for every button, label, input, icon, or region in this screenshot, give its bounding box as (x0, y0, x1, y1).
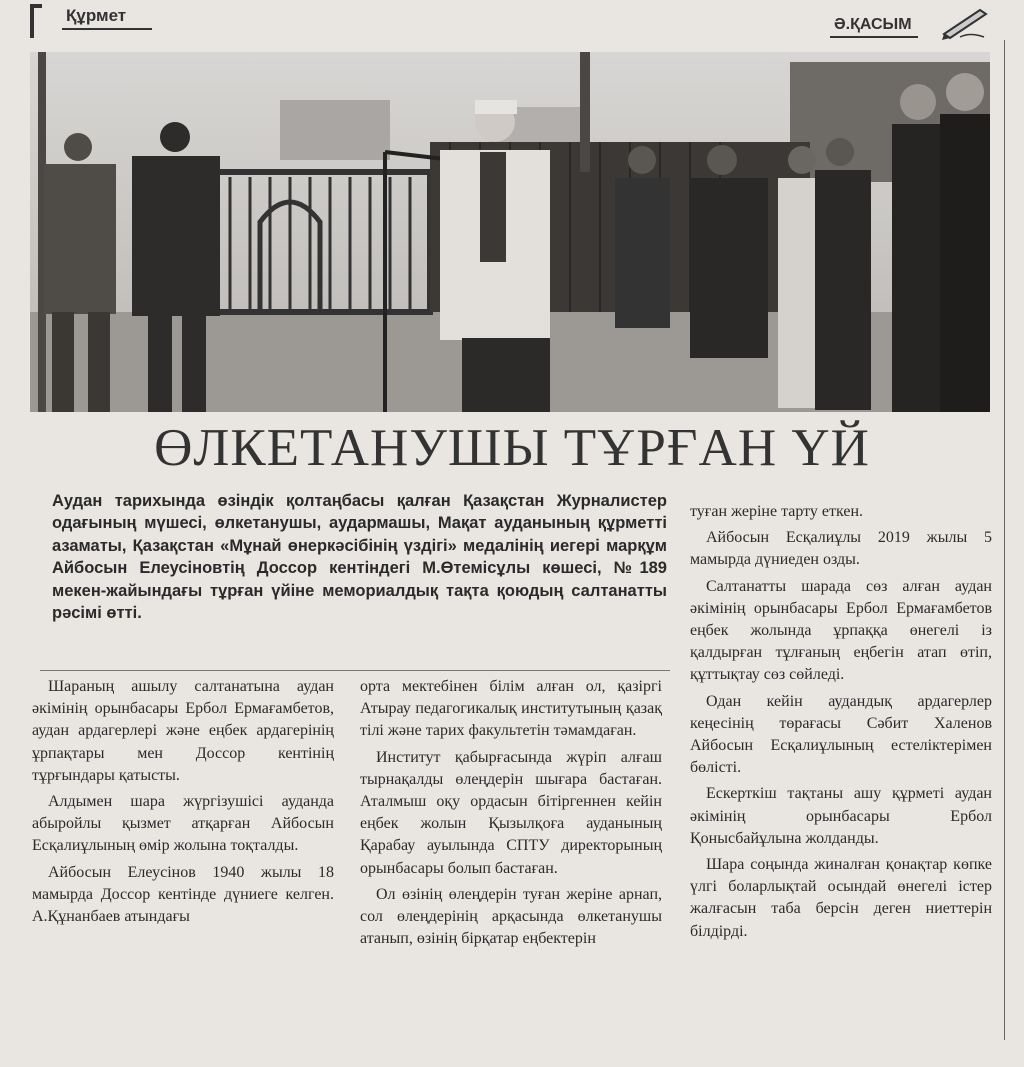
paragraph: Айбосын Есқалиұлы 2019 жылы 5 мамырда дүниеден озды. (690, 529, 992, 569)
pen-icon (940, 4, 990, 40)
article-column-3 (690, 501, 992, 947)
rubric-label: Құрмет (62, 6, 152, 30)
article-column-1 (32, 676, 334, 932)
rubric-corner-mark (30, 4, 42, 38)
lead-divider (40, 670, 670, 671)
paragraph: туған жеріне тарту еткен. (690, 503, 864, 520)
paragraph: Одан кейін аудандық ардагерлер кеңесінің төрағасы Сәбит Халенов Айбосын Есқалиұлының естеліктерімен бөлісті. (690, 692, 992, 777)
paragraph: орта мектебінен білім алған ол, қазіргі Атырау педагогикалық институтының қазақ тілі және тарих факультетін тәмамдаған. (360, 678, 662, 740)
ceremony-photo (30, 52, 990, 412)
headline: ӨЛКЕТАНУШЫ ТҰРҒАН ҮЙ (154, 419, 870, 477)
paragraph: Алдымен шара жүргізушісі ауданда абыройлы қызмет атқарған Айбосын Есқалиұлының өмір жолына тоқталды. (32, 793, 334, 855)
paragraph: Институт қабырғасында жүріп алғаш тырнақалды өлеңдерін шығара бастаған. Аталмыш оқу ордасын бітіргеннен кейін еңбек жолын Қызылқоға ауданының Қарабау ауылында СПТУ директорының орынбасары болып бастаған. (360, 748, 662, 877)
paragraph: Салтанатты шарада сөз алған аудан әкімінің орынбасары Ербол Ермағамбетов еңбек жолында ұрпаққа өнегелі із қалдырған тұлғаның еңбегін атап өтіп, құттықтау сөз сөйледі. (690, 577, 992, 684)
paragraph: Ескерткіш тақтаны ашу құрметі аудан әкімінің орынбасары Ербол Қонысбайұлына жолданды. (690, 785, 992, 847)
paragraph: Айбосын Елеусінов 1940 жылы 18 мамырда Доссор кентінде дүниеге келген. А.Құнанбаев атындағы (32, 863, 334, 926)
paragraph: Шараның ашылу салтанатына аудан әкімінің орынбасары Ербол Ермағамбетов, аудан ардагерлері және еңбек ардагерінің ұрпақтары мен Доссор кентінің тұрғындары қатысты. (32, 678, 334, 784)
lead-paragraph: Аудан тарихында өзіндік қолтаңбасы қалған Қазақстан Журналистер одағының мүшесі, өлкетанушы, аудармашы, Мақат ауданының құрметті азаматы, Қазақстан «Мұнай өнеркәсібінің үздігі» медалінің иегері марқұм Айбосын Елеусіновтің Доссор кентіндегі М.Өтемісұлы көшесі, №189 мекен-жайындағы тұрған үйіне мемориалдық тақта қоюдың салтанатты рәсімі өтті. (52, 492, 667, 623)
article-column-2 (360, 676, 662, 954)
paragraph: Шара соңында жиналған қонақтар көпке үлгі боларлықтай осындай өнегелі істер жалғасын таба берсін деген ниеттерін білдірді. (690, 856, 992, 940)
column-rule (1004, 40, 1005, 1040)
author-byline: Ә.ҚАСЫМ (830, 16, 918, 38)
paragraph: Ол өзінің өлеңдерін туған жеріне арнап, сол өлеңдерінің арқасында өлкетанушы атанып, өзінің бірқатар еңбектерін (360, 885, 662, 948)
